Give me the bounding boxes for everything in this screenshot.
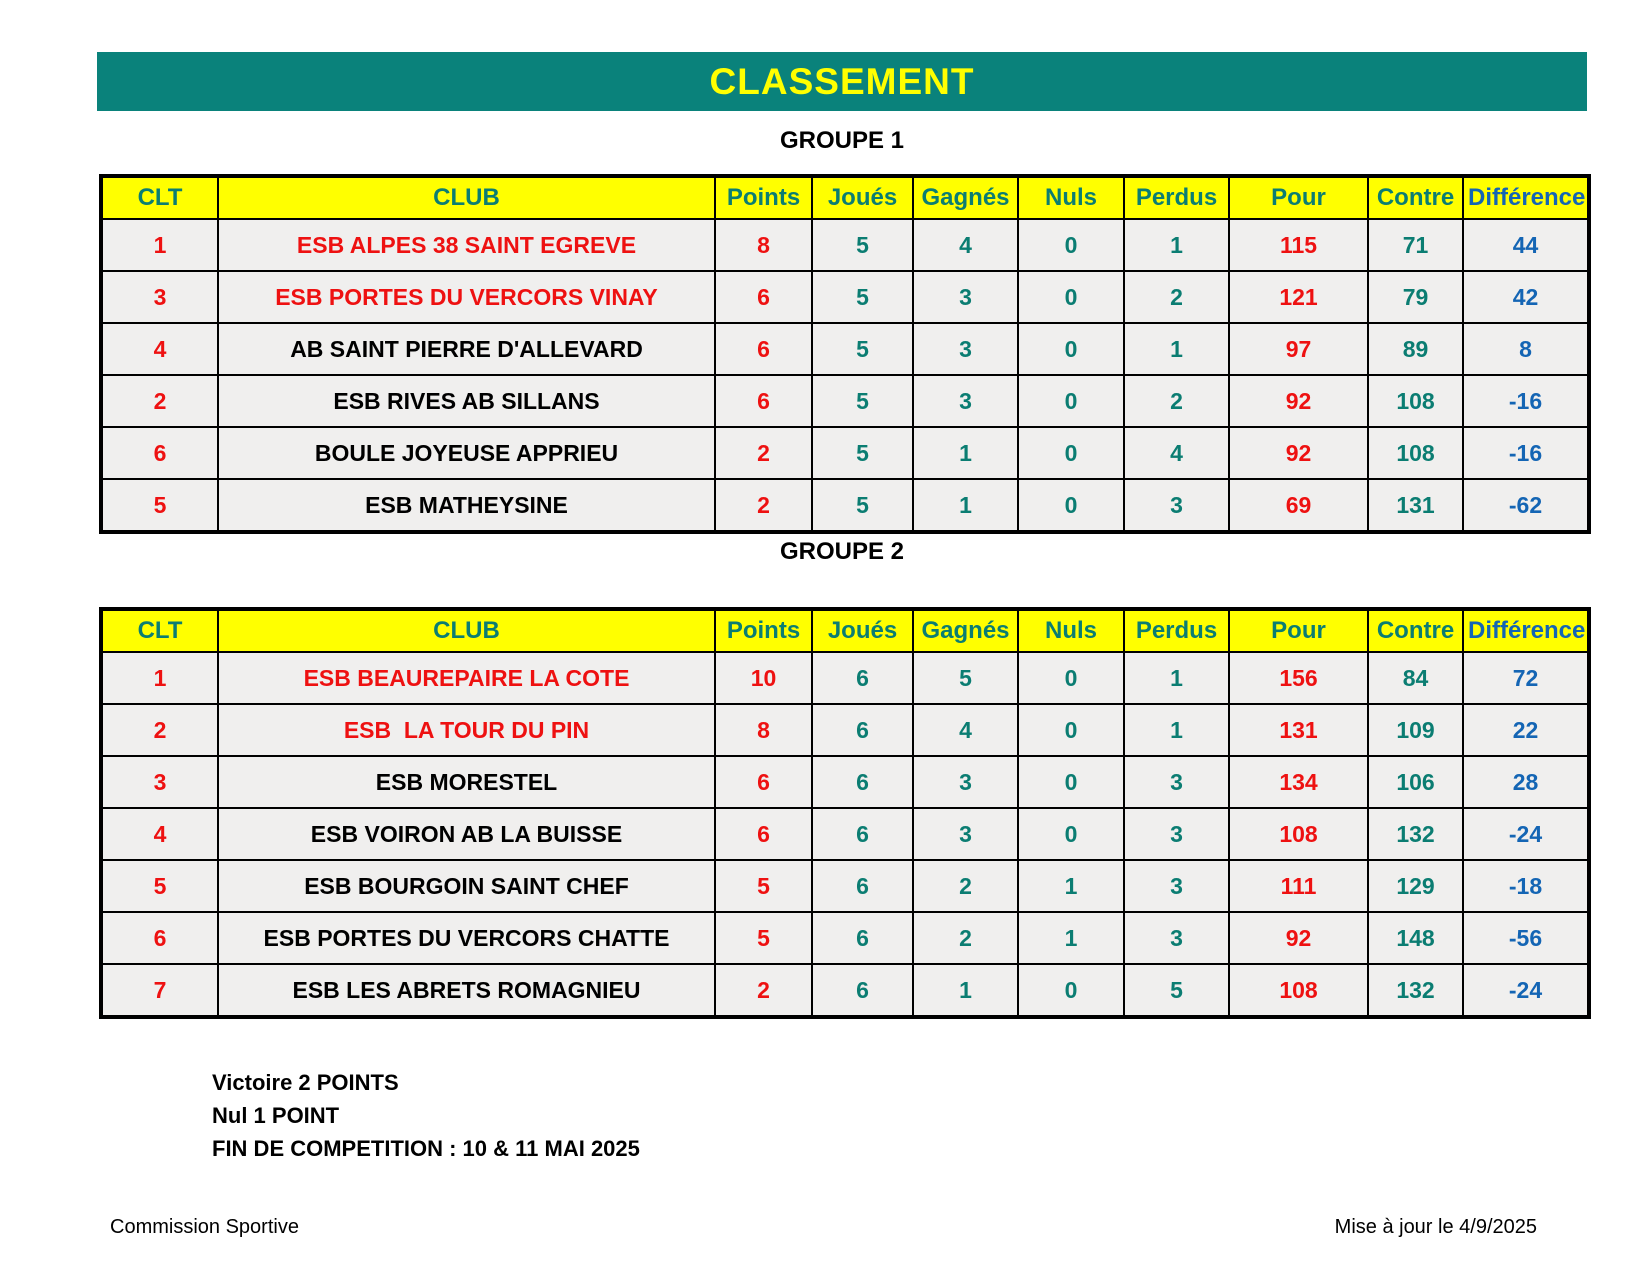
pour-cell: 92 bbox=[1229, 427, 1368, 479]
joues-cell: 6 bbox=[812, 652, 913, 704]
points-cell: 2 bbox=[715, 427, 812, 479]
points-cell: 2 bbox=[715, 964, 812, 1017]
perdus-cell: 3 bbox=[1124, 756, 1229, 808]
footer-commission: Commission Sportive bbox=[110, 1216, 299, 1238]
note-end-of-competition: FIN DE COMPETITION : 10 & 11 MAI 2025 bbox=[212, 1136, 640, 1161]
clt-cell: 1 bbox=[101, 219, 218, 271]
points-cell: 8 bbox=[715, 704, 812, 756]
table-row bbox=[101, 323, 1589, 375]
table-row bbox=[101, 375, 1589, 427]
gagnes-cell: 3 bbox=[913, 375, 1018, 427]
joues-cell: 6 bbox=[812, 912, 913, 964]
nuls-cell: 0 bbox=[1018, 375, 1124, 427]
points-cell: 6 bbox=[715, 271, 812, 323]
column-header-points: Points bbox=[715, 176, 812, 219]
table-row bbox=[101, 479, 1589, 532]
header-row bbox=[101, 609, 1589, 652]
group1-heading: GROUPE 1 bbox=[779, 127, 905, 154]
joues-cell: 6 bbox=[812, 860, 913, 912]
club-cell: ESB LA TOUR DU PIN bbox=[218, 704, 715, 756]
nuls-cell: 0 bbox=[1018, 271, 1124, 323]
gagnes-cell: 1 bbox=[913, 427, 1018, 479]
contre-cell: 71 bbox=[1368, 219, 1463, 271]
gagnes-cell: 3 bbox=[913, 323, 1018, 375]
perdus-cell: 1 bbox=[1124, 323, 1229, 375]
note-victory: Victoire 2 POINTS bbox=[212, 1070, 399, 1095]
group2-table bbox=[99, 607, 1591, 1019]
joues-cell: 6 bbox=[812, 964, 913, 1017]
column-header-club: CLUB bbox=[218, 609, 715, 652]
club-cell: ESB BEAUREPAIRE LA COTE bbox=[218, 652, 715, 704]
gagnes-cell: 3 bbox=[913, 756, 1018, 808]
points-cell: 10 bbox=[715, 652, 812, 704]
joues-cell: 6 bbox=[812, 808, 913, 860]
joues-cell: 5 bbox=[812, 219, 913, 271]
points-cell: 6 bbox=[715, 375, 812, 427]
clt-cell: 5 bbox=[101, 479, 218, 532]
points-cell: 8 bbox=[715, 219, 812, 271]
points-cell: 6 bbox=[715, 323, 812, 375]
joues-cell: 5 bbox=[812, 479, 913, 532]
nuls-cell: 1 bbox=[1018, 912, 1124, 964]
club-cell: ESB RIVES AB SILLANS bbox=[218, 375, 715, 427]
difference-cell: 8 bbox=[1463, 323, 1589, 375]
column-header-clt: CLT bbox=[101, 176, 218, 219]
difference-cell: 22 bbox=[1463, 704, 1589, 756]
perdus-cell: 3 bbox=[1124, 479, 1229, 532]
clt-cell: 2 bbox=[101, 704, 218, 756]
contre-cell: 108 bbox=[1368, 427, 1463, 479]
perdus-cell: 3 bbox=[1124, 808, 1229, 860]
pour-cell: 156 bbox=[1229, 652, 1368, 704]
nuls-cell: 0 bbox=[1018, 704, 1124, 756]
column-header-joues: Joués bbox=[812, 176, 913, 219]
table-row bbox=[101, 808, 1589, 860]
column-header-gagnes: Gagnés bbox=[913, 176, 1018, 219]
gagnes-cell: 5 bbox=[913, 652, 1018, 704]
note-draw: Nul 1 POINT bbox=[212, 1103, 340, 1128]
table-row bbox=[101, 964, 1589, 1017]
pour-cell: 92 bbox=[1229, 912, 1368, 964]
column-header-contre: Contre bbox=[1368, 176, 1463, 219]
column-header-clt: CLT bbox=[101, 609, 218, 652]
pour-cell: 108 bbox=[1229, 808, 1368, 860]
clt-cell: 4 bbox=[101, 808, 218, 860]
points-cell: 5 bbox=[715, 912, 812, 964]
contre-cell: 132 bbox=[1368, 964, 1463, 1017]
column-header-gagnes: Gagnés bbox=[913, 609, 1018, 652]
column-header-difference: Différence bbox=[1463, 176, 1589, 219]
club-cell: ESB LES ABRETS ROMAGNIEU bbox=[218, 964, 715, 1017]
clt-cell: 4 bbox=[101, 323, 218, 375]
contre-cell: 84 bbox=[1368, 652, 1463, 704]
column-header-pour: Pour bbox=[1229, 176, 1368, 219]
club-cell: ESB MATHEYSINE bbox=[218, 479, 715, 532]
perdus-cell: 3 bbox=[1124, 860, 1229, 912]
column-header-club: CLUB bbox=[218, 176, 715, 219]
nuls-cell: 0 bbox=[1018, 479, 1124, 532]
nuls-cell: 0 bbox=[1018, 323, 1124, 375]
difference-cell: 44 bbox=[1463, 219, 1589, 271]
perdus-cell: 2 bbox=[1124, 375, 1229, 427]
joues-cell: 6 bbox=[812, 756, 913, 808]
gagnes-cell: 2 bbox=[913, 912, 1018, 964]
perdus-cell: 1 bbox=[1124, 652, 1229, 704]
points-cell: 6 bbox=[715, 756, 812, 808]
points-cell: 6 bbox=[715, 808, 812, 860]
contre-cell: 108 bbox=[1368, 375, 1463, 427]
joues-cell: 5 bbox=[812, 427, 913, 479]
joues-cell: 5 bbox=[812, 323, 913, 375]
difference-cell: -16 bbox=[1463, 427, 1589, 479]
group1-table bbox=[99, 174, 1591, 534]
nuls-cell: 0 bbox=[1018, 964, 1124, 1017]
perdus-cell: 4 bbox=[1124, 427, 1229, 479]
nuls-cell: 0 bbox=[1018, 808, 1124, 860]
nuls-cell: 0 bbox=[1018, 427, 1124, 479]
gagnes-cell: 4 bbox=[913, 704, 1018, 756]
joues-cell: 5 bbox=[812, 375, 913, 427]
column-header-difference: Différence bbox=[1463, 609, 1589, 652]
contre-cell: 131 bbox=[1368, 479, 1463, 532]
difference-cell: -24 bbox=[1463, 964, 1589, 1017]
pour-cell: 131 bbox=[1229, 704, 1368, 756]
clt-cell: 3 bbox=[101, 271, 218, 323]
joues-cell: 6 bbox=[812, 704, 913, 756]
clt-cell: 6 bbox=[101, 427, 218, 479]
table-row bbox=[101, 427, 1589, 479]
difference-cell: 28 bbox=[1463, 756, 1589, 808]
pour-cell: 92 bbox=[1229, 375, 1368, 427]
club-cell: ESB MORESTEL bbox=[218, 756, 715, 808]
gagnes-cell: 3 bbox=[913, 808, 1018, 860]
perdus-cell: 1 bbox=[1124, 704, 1229, 756]
difference-cell: -16 bbox=[1463, 375, 1589, 427]
clt-cell: 1 bbox=[101, 652, 218, 704]
table-row bbox=[101, 912, 1589, 964]
pour-cell: 115 bbox=[1229, 219, 1368, 271]
pour-cell: 97 bbox=[1229, 323, 1368, 375]
table-row bbox=[101, 219, 1589, 271]
nuls-cell: 1 bbox=[1018, 860, 1124, 912]
difference-cell: -56 bbox=[1463, 912, 1589, 964]
column-header-nuls: Nuls bbox=[1018, 176, 1124, 219]
table-row bbox=[101, 860, 1589, 912]
table-row bbox=[101, 704, 1589, 756]
group2-heading: GROUPE 2 bbox=[779, 538, 905, 565]
column-header-pour: Pour bbox=[1229, 609, 1368, 652]
contre-cell: 148 bbox=[1368, 912, 1463, 964]
clt-cell: 6 bbox=[101, 912, 218, 964]
page-title: CLASSEMENT bbox=[709, 60, 975, 102]
contre-cell: 132 bbox=[1368, 808, 1463, 860]
perdus-cell: 5 bbox=[1124, 964, 1229, 1017]
club-cell: BOULE JOYEUSE APPRIEU bbox=[218, 427, 715, 479]
difference-cell: -18 bbox=[1463, 860, 1589, 912]
table-row bbox=[101, 652, 1589, 704]
column-header-perdus: Perdus bbox=[1124, 176, 1229, 219]
footer-updated-date: Mise à jour le 4/9/2025 bbox=[1334, 1216, 1537, 1238]
header-row bbox=[101, 176, 1589, 219]
gagnes-cell: 2 bbox=[913, 860, 1018, 912]
clt-cell: 5 bbox=[101, 860, 218, 912]
nuls-cell: 0 bbox=[1018, 219, 1124, 271]
joues-cell: 5 bbox=[812, 271, 913, 323]
scoring-notes bbox=[212, 1066, 640, 1165]
difference-cell: 42 bbox=[1463, 271, 1589, 323]
points-cell: 5 bbox=[715, 860, 812, 912]
club-cell: ESB PORTES DU VERCORS VINAY bbox=[218, 271, 715, 323]
pour-cell: 111 bbox=[1229, 860, 1368, 912]
gagnes-cell: 4 bbox=[913, 219, 1018, 271]
perdus-cell: 1 bbox=[1124, 219, 1229, 271]
pour-cell: 134 bbox=[1229, 756, 1368, 808]
perdus-cell: 2 bbox=[1124, 271, 1229, 323]
column-header-perdus: Perdus bbox=[1124, 609, 1229, 652]
column-header-points: Points bbox=[715, 609, 812, 652]
perdus-cell: 3 bbox=[1124, 912, 1229, 964]
table-row bbox=[101, 271, 1589, 323]
gagnes-cell: 1 bbox=[913, 964, 1018, 1017]
contre-cell: 129 bbox=[1368, 860, 1463, 912]
pour-cell: 108 bbox=[1229, 964, 1368, 1017]
difference-cell: 72 bbox=[1463, 652, 1589, 704]
clt-cell: 7 bbox=[101, 964, 218, 1017]
gagnes-cell: 3 bbox=[913, 271, 1018, 323]
title-banner bbox=[97, 52, 1587, 111]
column-header-nuls: Nuls bbox=[1018, 609, 1124, 652]
contre-cell: 79 bbox=[1368, 271, 1463, 323]
pour-cell: 69 bbox=[1229, 479, 1368, 532]
gagnes-cell: 1 bbox=[913, 479, 1018, 532]
club-cell: AB SAINT PIERRE D'ALLEVARD bbox=[218, 323, 715, 375]
club-cell: ESB ALPES 38 SAINT EGREVE bbox=[218, 219, 715, 271]
difference-cell: -62 bbox=[1463, 479, 1589, 532]
table-row bbox=[101, 756, 1589, 808]
nuls-cell: 0 bbox=[1018, 756, 1124, 808]
contre-cell: 89 bbox=[1368, 323, 1463, 375]
clt-cell: 2 bbox=[101, 375, 218, 427]
pour-cell: 121 bbox=[1229, 271, 1368, 323]
difference-cell: -24 bbox=[1463, 808, 1589, 860]
nuls-cell: 0 bbox=[1018, 652, 1124, 704]
column-header-contre: Contre bbox=[1368, 609, 1463, 652]
clt-cell: 3 bbox=[101, 756, 218, 808]
contre-cell: 109 bbox=[1368, 704, 1463, 756]
club-cell: ESB VOIRON AB LA BUISSE bbox=[218, 808, 715, 860]
column-header-joues: Joués bbox=[812, 609, 913, 652]
contre-cell: 106 bbox=[1368, 756, 1463, 808]
points-cell: 2 bbox=[715, 479, 812, 532]
club-cell: ESB PORTES DU VERCORS CHATTE bbox=[218, 912, 715, 964]
club-cell: ESB BOURGOIN SAINT CHEF bbox=[218, 860, 715, 912]
